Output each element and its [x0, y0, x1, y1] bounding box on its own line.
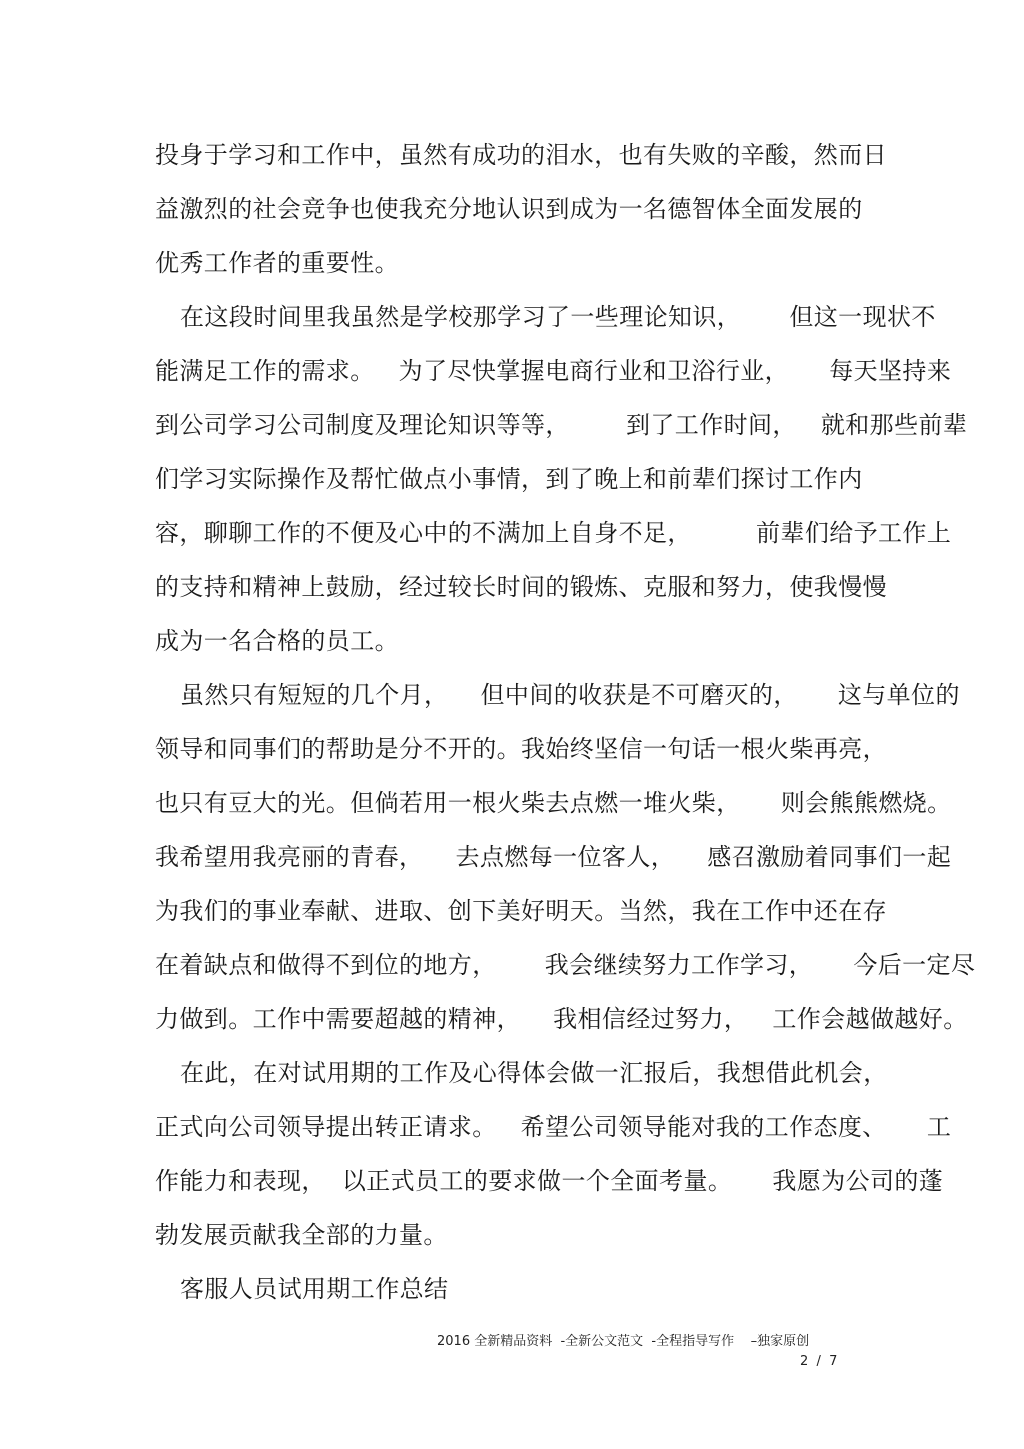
text-line: 成为一名合格的员工。: [155, 627, 399, 655]
text-line: 容，聊聊工作的不便及心中的不满加上自身不足， 前辈们给予工作上: [155, 519, 952, 547]
text-line: 也只有豆大的光。但倘若用一根火柴去点燃一堆火柴， 则会熊熊燃烧。: [155, 789, 952, 817]
footer-slogan: 2016 全新精品资料 -全新公文范文 -全程指导写作 –独家原创: [437, 1334, 810, 1349]
text-line: 投身于学习和工作中，虽然有成功的泪水，也有失败的辛酸，然而日: [155, 141, 887, 169]
text-line: 在着缺点和做得不到位的地方， 我会继续努力工作学习， 今后一定尽: [155, 951, 976, 979]
text-line: 优秀工作者的重要性。: [155, 249, 399, 277]
text-line: 领导和同事们的帮助是分不开的。我始终坚信一句话一根火柴再亮，: [155, 735, 887, 763]
text-line: 正式向公司领导提出转正请求。 希望公司领导能对我的工作态度、 工: [155, 1113, 952, 1141]
text-line: 作能力和表现， 以正式员工的要求做一个全面考量。 我愿为公司的蓬: [155, 1167, 944, 1195]
text-line: 在此，在对试用期的工作及心得体会做一汇报后，我想借此机会，: [180, 1059, 888, 1087]
page-number: 2 / 7: [800, 1354, 838, 1369]
text-line: 为我们的事业奉献、进取、创下美好明天。当然，我在工作中还在存: [155, 897, 887, 925]
text-line: 我希望用我亮丽的青春， 去点燃每一位客人， 感召激励着同事们一起: [155, 843, 952, 871]
text-line: 能满足工作的需求。 为了尽快掌握电商行业和卫浴行业， 每天坚持来: [155, 357, 952, 385]
text-line: 们学习实际操作及帮忙做点小事情，到了晚上和前辈们探讨工作内: [155, 465, 863, 493]
section-heading: 客服人员试用期工作总结: [180, 1275, 449, 1303]
text-line: 的支持和精神上鼓励，经过较长时间的锻炼、克服和努力，使我慢慢: [155, 573, 887, 601]
text-line: 力做到。工作中需要超越的精神， 我相信经过努力， 工作会越做越好。: [155, 1005, 968, 1033]
text-line: 益激烈的社会竞争也使我充分地认识到成为一名德智体全面发展的: [155, 195, 863, 223]
text-line: 勃发展贡献我全部的力量。: [155, 1221, 448, 1249]
text-line: 在这段时间里我虽然是学校那学习了一些理论知识， 但这一现状不: [180, 303, 936, 331]
text-line: 虽然只有短短的几个月， 但中间的收获是不可磨灭的， 这与单位的: [180, 681, 960, 709]
text-line: 到公司学习公司制度及理论知识等等， 到了工作时间， 就和那些前辈: [155, 411, 968, 439]
